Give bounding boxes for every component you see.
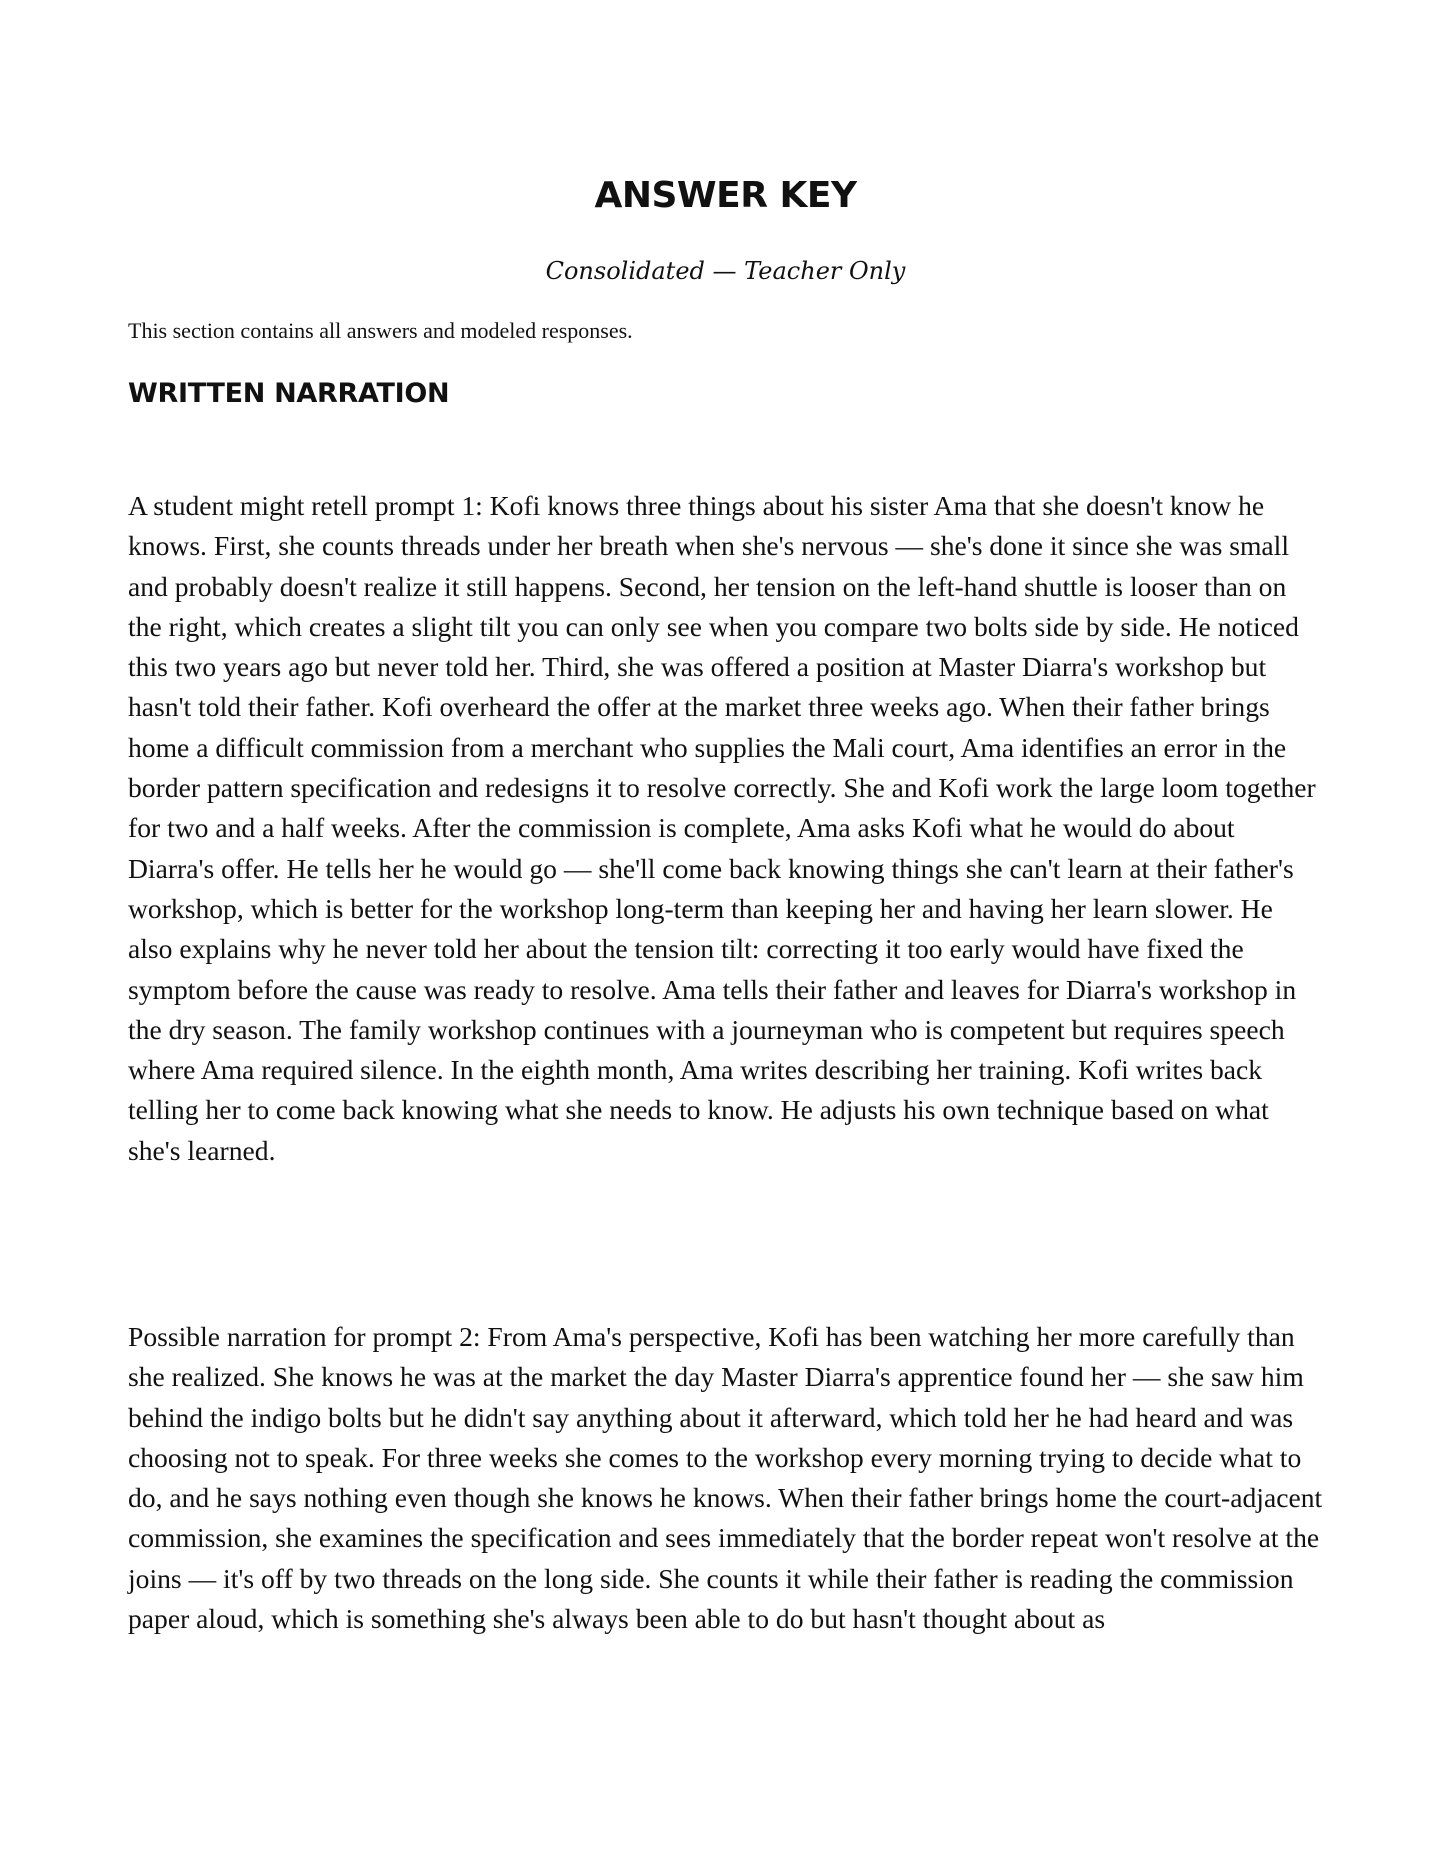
- narration-paragraph-1: A student might retell prompt 1: Kofi knows three things about his sister Ama that she doesn't know he knows. First, she counts threads under her breath when she's nervous — she's done it since she was small and probably doesn't realize it still happens. Second, her tension on the left-hand shuttle is looser than on the right, which creates a slight tilt you can only see when you compare two bolts side by side. He noticed this two years ago but never told her. Third, she was offered a position at Master Diarra's workshop but hasn't told their father. Kofi overheard the offer at the market three weeks ago. When their father brings home a difficult commission from a merchant who supplies the Mali court, Ama identifies an error in the border pattern specification and redesigns it to resolve correctly. She and Kofi work the large loom together for two and a half weeks. After the commission is complete, Ama asks Kofi what he would do about Diarra's offer. He tells her he would go — she'll come back knowing things she can't learn at their father's workshop, which is better for the workshop long-term than keeping her and having her learn slower. He also explains why he never told her about the tension tilt: correcting it too early would have fixed the symptom before the cause was ready to resolve. Ama tells their father and leaves for Diarra's workshop in the dry season. The family workshop continues with a journeyman who is competent but requires speech where Ama required silence. In the eighth month, Ama writes describing her training. Kofi writes back telling her to come back knowing what she needs to know. He adjusts his own technique based on what she's learned.: [128, 490, 1316, 1166]
- narration-paragraph-2: Possible narration for prompt 2: From Ama's perspective, Kofi has been watching her more carefully than she realized. She knows he was at the market the day Master Diarra's apprentice found her — she saw him behind the indigo bolts but he didn't say anything about it afterward, which told her he had heard and was choosing not to speak. For three weeks she comes to the workshop every morning trying to decide what to do, and he says nothing even though she knows he knows. When their father brings home the court-adjacent commission, she examines the specification and sees immediately that the border repeat won't resolve at the joins — it's off by two threads on the long side. She counts it while their father is reading the commission paper aloud, which is something she's always been able to do but hasn't thought about as: [128, 1321, 1323, 1635]
- intro-text: This section contains all answers and modeled responses.: [128, 318, 633, 343]
- section-heading: WRITTEN NARRATION: [128, 378, 450, 409]
- page-title: ANSWER KEY: [594, 175, 857, 216]
- page-subtitle: Consolidated — Teacher Only: [545, 257, 906, 285]
